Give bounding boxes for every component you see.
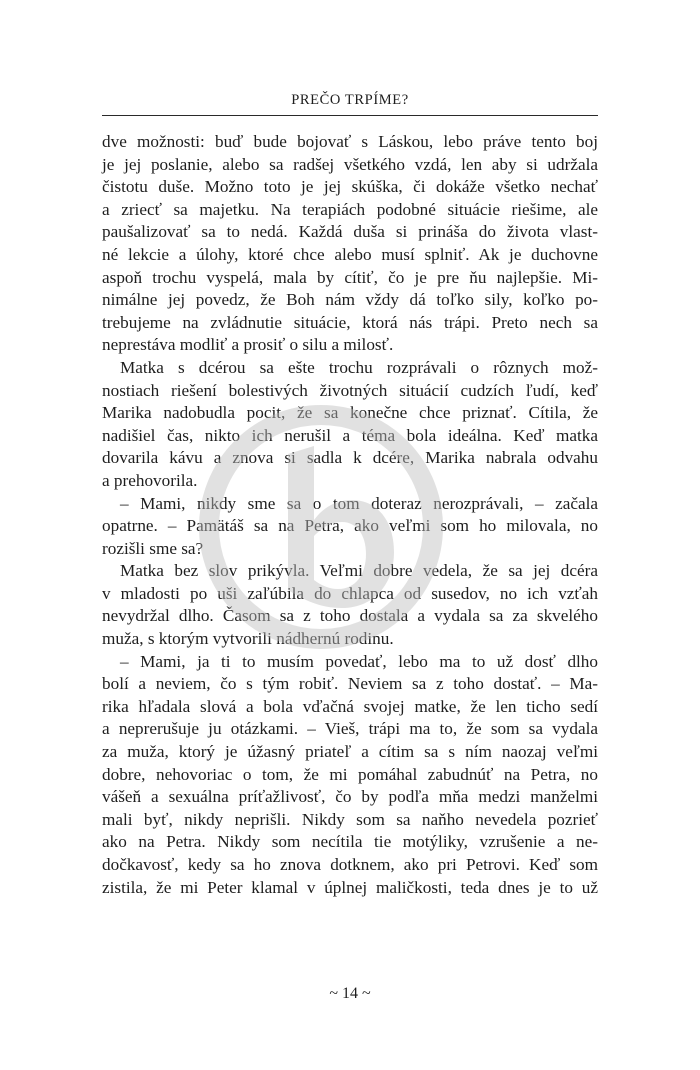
- text-line: nevydržal dlho. Časom sa z toho dostala a vydala sa za skvelého: [102, 606, 598, 626]
- text-line: je jej poslanie, alebo sa radšej všetkého vzdá, len aby si udržala: [102, 154, 598, 174]
- body-text: [102, 131, 598, 899]
- text-line: rozišli sme sa?: [102, 538, 204, 558]
- text-line: dovarila kávu a znova si sadla k dcére, Marika nabrala odvahu: [102, 448, 598, 468]
- text-line: neprestáva modliť a prosiť o silu a milosť.: [102, 335, 394, 355]
- text-line: né lekcie a úlohy, ktoré chce alebo musí splniť. Ak je duchovne: [102, 244, 598, 264]
- text-line: nadišiel čas, nikto ich nerušil a téma bola ideálna. Keď matka: [102, 425, 598, 445]
- text-line: aspoň trochu vyspelá, mala by cítiť, čo je pre ňu najlepšie. Mi-: [102, 267, 598, 287]
- text-line: zistila, že mi Peter klamal v úplnej maličkosti, teda dnes je to už: [102, 877, 598, 897]
- text-line: trebujeme na zvládnutie situácie, ktorá nás trápi. Preto nech sa: [102, 312, 598, 332]
- text-line: nostiach riešení bolestivých životných situácií cudzích ľudí, keď: [102, 380, 598, 400]
- header-rule: [102, 115, 598, 116]
- text-line: Marika nadobudla pocit, že sa konečne chce priznať. Cítila, že: [102, 403, 598, 423]
- text-line: Matka s dcérou sa ešte trochu rozprávali o rôznych mož-: [120, 357, 598, 377]
- text-line: bolí a neviem, čo s tým robiť. Neviem sa z toho dostať. – Ma-: [102, 674, 598, 694]
- text-line: mali byť, nikdy neprišli. Nikdy som sa naňho nevedela pozrieť: [102, 809, 598, 829]
- text-line: vášeň a sexuálna príťažlivosť, čo by podľa mňa medzi manželmi: [102, 787, 598, 807]
- text-line: Matka bez slov prikývla. Veľmi dobre vedela, že sa jej dcéra: [120, 561, 598, 581]
- text-line: ako na Petra. Nikdy som necítila tie motýliky, vzrušenie a ne-: [102, 832, 598, 852]
- text-line: muža, s ktorým vytvorili nádhernú rodinu.: [102, 629, 394, 649]
- text-line: rika hľadala slová a bola vďačná svojej matke, že len ticho sedí: [102, 696, 598, 716]
- text-line: – Mami, ja ti to musím povedať, lebo ma to už dosť dlho: [120, 651, 598, 671]
- text-line: a prehovorila.: [102, 470, 198, 490]
- running-head: PREČO TRPÍME?: [291, 92, 409, 108]
- text-line: čistotu duše. Možno toto je jej skúška, či dokáže všetko nechať: [102, 177, 598, 197]
- text-line: nimálne jej povedz, že Boh nám vždy dá toľko sily, koľko po-: [102, 290, 598, 310]
- text-line: – Mami, nikdy sme sa o tom doteraz nerozprávali, – začala: [120, 493, 598, 513]
- text-line: paušalizovať sa to nedá. Každá duša si prináša do života vlast-: [102, 222, 598, 242]
- text-line: a zriecť sa majetku. Na terapiách podobné situácie riešime, ale: [102, 199, 598, 219]
- text-line: dve možnosti: buď bude bojovať s Láskou, lebo práve tento boj: [102, 132, 598, 151]
- text-line: dočkavosť, kedy sa ho znova dotknem, ako pri Petrovi. Keď som: [102, 855, 598, 874]
- text-line: a neprerušuje ju otázkami. – Vieš, trápi ma to, že som sa vydala: [102, 719, 598, 739]
- text-line: za muža, ktorý je úžasný priateľ a cítim sa s ním naozaj veľmi: [102, 742, 598, 762]
- text-line: opatrne. – Pamätáš sa na Petra, ako veľmi som ho milovala, no: [102, 516, 598, 536]
- text-line: dobre, nehovoriac o tom, že mi pomáhal zabudnúť na Petra, no: [102, 764, 598, 784]
- page-number: ~ 14 ~: [329, 985, 371, 1002]
- text-line: v mladosti po uši zaľúbila do chlapca od susedov, no ich vzťah: [102, 583, 598, 603]
